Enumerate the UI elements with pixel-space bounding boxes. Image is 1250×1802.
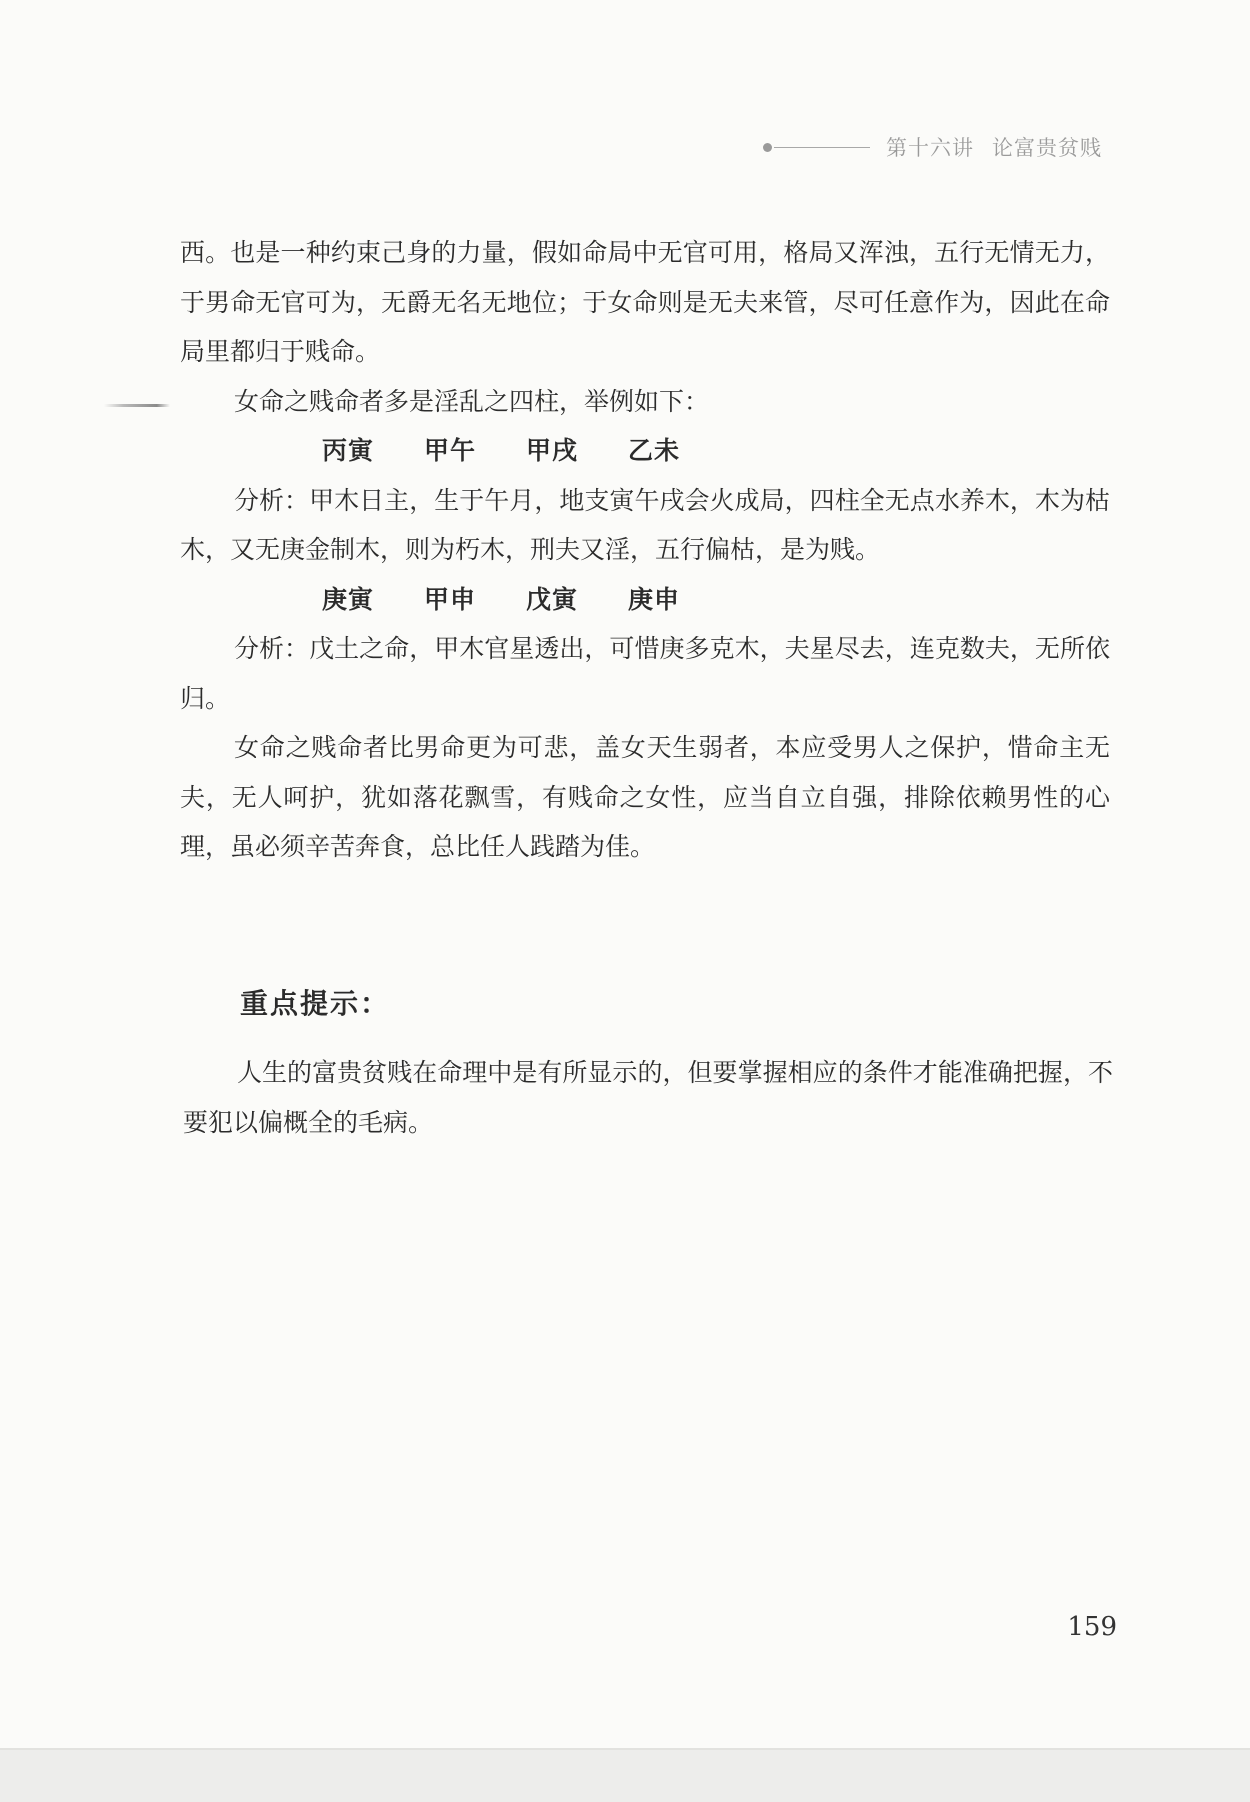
chapter-title: 论富贵贫贱 (992, 136, 1102, 160)
paragraph-intro: 女命之贱命者多是淫乱之四柱，举例如下： (234, 386, 710, 416)
body-text (180, 228, 1110, 872)
pillar-month: 甲午 (424, 436, 477, 465)
pillar-year: 丙寅 (322, 436, 375, 465)
paragraph-conclusion: 女命之贱命者比男命更为可悲，盖女天生弱者，本应受男人之保护，惜命主无夫，无人呵护，犹如落花飘雪，有贱命之女性，应当自立自强，排除依赖男性的心理，虽必须辛苦奔食，总比任人践踏为佳。 (180, 733, 1110, 861)
paragraph-continuation: 西。也是一种约束己身的力量，假如命局中无官可用，格局又浑浊，五行无情无力，于男命无官可为，无爵无名无地位；于女命则是无夫来管，尽可任意作为，因此在命局里都归于贱命。 (180, 238, 1110, 366)
pillar-hour: 乙未 (628, 436, 681, 465)
example-pillars-1 (180, 426, 1110, 476)
pillar-month: 甲申 (424, 584, 477, 614)
running-header (763, 132, 1102, 162)
scan-bottom-margin (0, 1748, 1250, 1802)
paragraph-analysis-1: 分析：甲木日主，生于午月，地支寅午戌会火成局，四柱全无点水养木，木为枯木，又无庚金制木，则为朽木，刑夫又淫，五行偏枯，是为贱。 (180, 485, 1110, 564)
header-rule (774, 147, 870, 148)
pillar-day: 戊寅 (526, 584, 579, 614)
bullet-dot-icon (763, 143, 772, 152)
chapter-number: 第十六讲 (886, 136, 974, 160)
example-pillars-2 (180, 575, 1110, 625)
key-points-text (183, 1048, 1113, 1148)
scan-mark (104, 404, 170, 407)
page-number: 159 (1067, 1612, 1117, 1642)
pillar-hour: 庚申 (628, 584, 681, 614)
key-points-heading: 重点提示： (240, 987, 391, 1020)
pillar-year: 庚寅 (322, 584, 375, 614)
paragraph-analysis-2: 分析：戊土之命，甲木官星透出，可惜庚多克木，夫星尽去，连克数夫，无所依归。 (180, 634, 1110, 713)
pillar-day: 甲戌 (526, 436, 579, 465)
key-points-paragraph: 人生的富贵贫贱在命理中是有所显示的，但要掌握相应的条件才能准确把握，不要犯以偏概全的毛病。 (183, 1058, 1113, 1137)
